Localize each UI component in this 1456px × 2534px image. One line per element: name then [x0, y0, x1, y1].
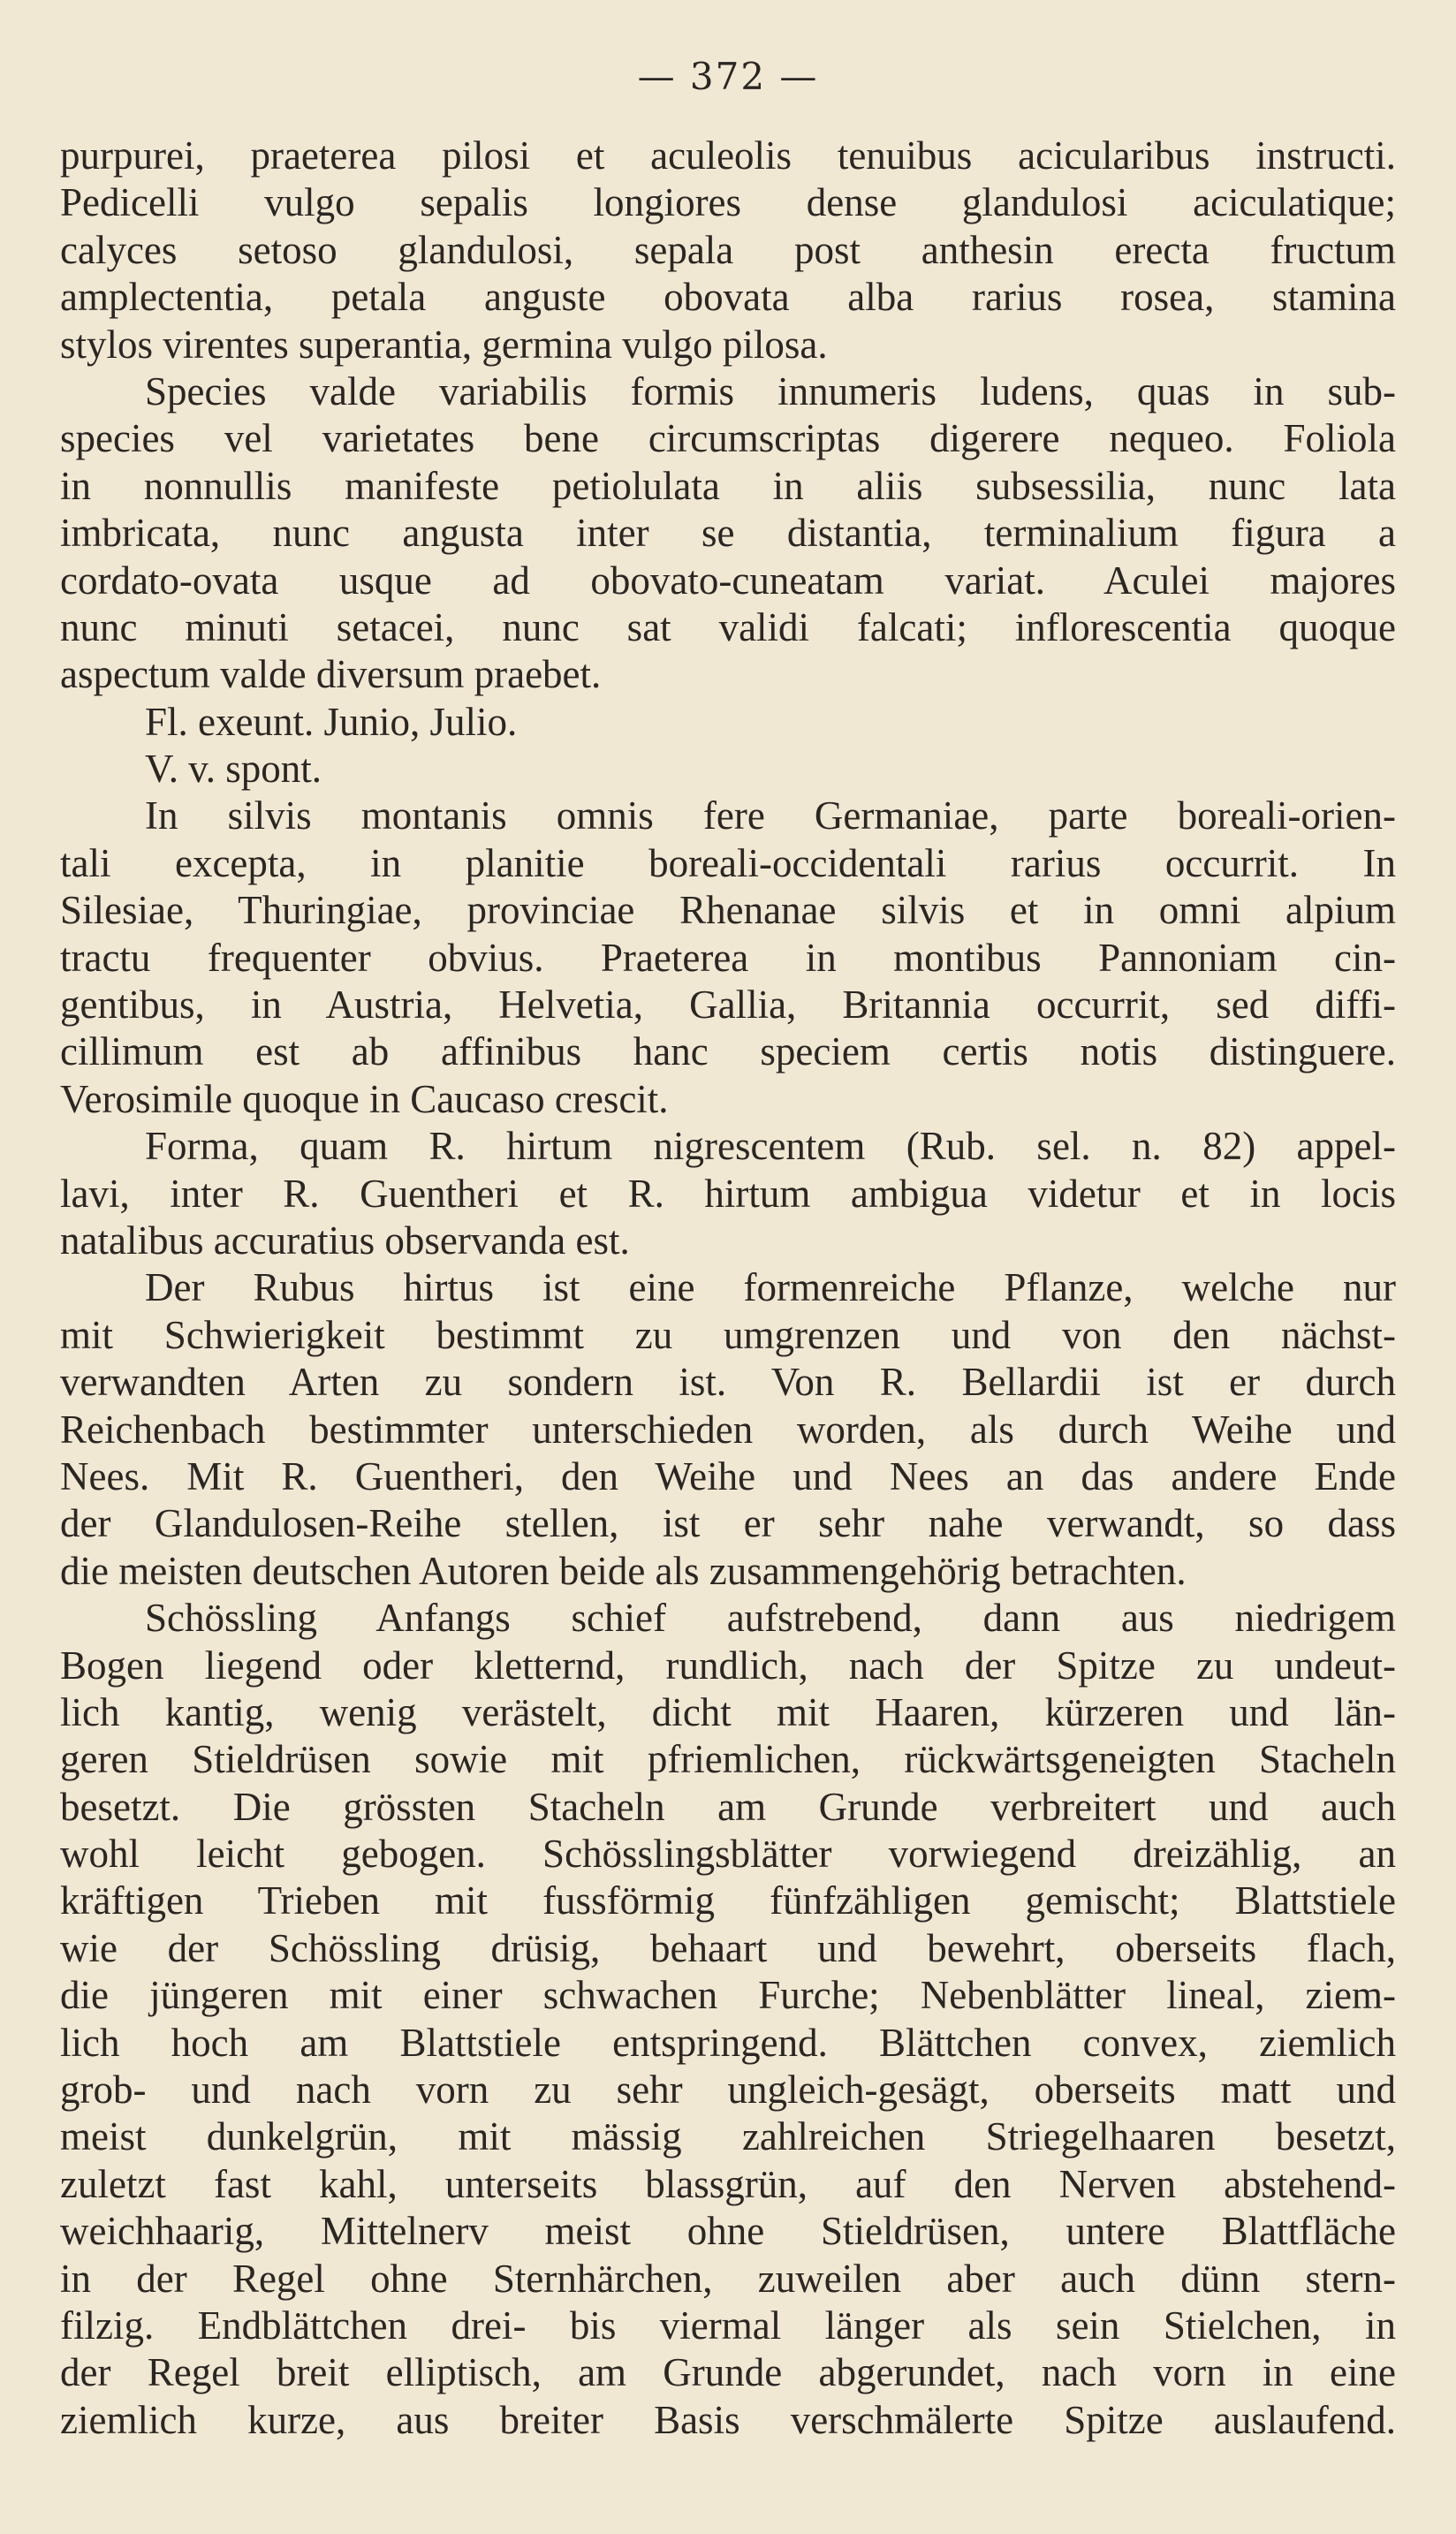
- text-line: nunc minuti setacei, nunc sat validi falcati; inflorescentia quoque: [60, 604, 1396, 649]
- text-line: lich kantig, wenig verästelt, dicht mit Haaren, kürzeren und län-: [60, 1689, 1396, 1734]
- text-line: V. v. spont.: [145, 747, 322, 792]
- text-line: wie der Schössling drüsig, behaart und bewehrt, oberseits flach,: [60, 1925, 1396, 1970]
- text-line: filzig. Endblättchen drei- bis viermal länger als sein Stielchen, in: [60, 2303, 1396, 2348]
- text-line: lich hoch am Blattstiele entspringend. Blättchen convex, ziemlich: [60, 2020, 1396, 2065]
- text-line: Fl. exeunt. Junio, Julio.: [145, 699, 518, 744]
- text-line: tali excepta, in planitie boreali-occidentali rarius occurrit. In: [60, 840, 1396, 885]
- page-number: — 372 —: [637, 55, 819, 98]
- text-line: der Regel breit elliptisch, am Grunde abgerundet, nach vorn in eine: [60, 2350, 1396, 2395]
- text-line: grob- und nach vorn zu sehr ungleich-gesägt, oberseits matt und: [60, 2067, 1396, 2113]
- text-line: tractu frequenter obvius. Praeterea in montibus Pannoniam cin-: [60, 935, 1396, 980]
- text-line: cillimum est ab affinibus hanc speciem certis notis distinguere.: [60, 1029, 1396, 1074]
- text-line: Silesiae, Thuringiae, provinciae Rhenanae silvis et in omni alpium: [60, 888, 1396, 933]
- text-line: aspectum valde diversum praebet.: [60, 652, 602, 697]
- text-line: Pedicelli vulgo sepalis longiores dense glandulosi aciculatique;: [60, 180, 1396, 225]
- text-line: Schössling Anfangs schief aufstrebend, dann aus niedrigem: [145, 1596, 1396, 1641]
- text-line: in nonnullis manifeste petiolulata in aliis subsessilia, nunc lata: [60, 463, 1396, 508]
- text-line: weichhaarig, Mittelnerv meist ohne Stieldrüsen, untere Blattfläche: [60, 2209, 1396, 2254]
- text-line: Der Rubus hirtus ist eine formenreiche Pflanze, welche nur: [145, 1265, 1396, 1310]
- text-line: Forma, quam R. hirtum nigrescentem (Rub. sel. n. 82) appel-: [145, 1124, 1396, 1169]
- text-line: calyces setoso glandulosi, sepala post anthesin erecta fructum: [60, 227, 1396, 272]
- text-line: stylos virentes superantia, germina vulgo pilosa.: [60, 322, 828, 367]
- text-line: Verosimile quoque in Caucaso crescit.: [60, 1076, 669, 1121]
- text-line: gentibus, in Austria, Helvetia, Gallia, Britannia occurrit, sed diffi-: [60, 982, 1396, 1028]
- text-line: der Glandulosen-Reihe stellen, ist er sehr nahe verwandt, so dass: [60, 1501, 1396, 1546]
- text-line: In silvis montanis omnis fere Germaniae, parte boreali-orien-: [145, 793, 1396, 838]
- text-line: Bogen liegend oder kletternd, rundlich, nach der Spitze zu undeut-: [60, 1643, 1396, 1688]
- text-line: lavi, inter R. Guentheri et R. hirtum ambigua videtur et in locis: [60, 1171, 1396, 1216]
- text-line: Nees. Mit R. Guentheri, den Weihe und Nees an das andere Ende: [60, 1453, 1396, 1498]
- text-line: meist dunkelgrün, mit mässig zahlreichen Striegelhaaren besetzt,: [60, 2114, 1396, 2159]
- text-line: cordato-ovata usque ad obovato-cuneatam variat. Aculei majores: [60, 558, 1396, 603]
- text-line: in der Regel ohne Sternhärchen, zuweilen aber auch dünn stern-: [60, 2256, 1396, 2301]
- text-line: besetzt. Die grössten Stacheln am Grunde verbreitert und auch: [60, 1784, 1396, 1829]
- text-line: purpurei, praeterea pilosi et aculeolis tenuibus acicularibus instructi.: [60, 133, 1396, 178]
- text-line: imbricata, nunc angusta inter se distantia, terminalium figura a: [60, 511, 1396, 556]
- text-line: species vel varietates bene circumscriptas digerere nequeo. Foliola: [60, 416, 1396, 461]
- text-line: mit Schwierigkeit bestimmt zu umgrenzen und von den nächst-: [60, 1312, 1396, 1357]
- text-line: wohl leicht gebogen. Schösslingsblätter vorwiegend dreizählig, an: [60, 1832, 1396, 1877]
- text-line: zuletzt fast kahl, unterseits blassgrün, auf den Nerven abstehend-: [60, 2161, 1396, 2206]
- text-line: die jüngeren mit einer schwachen Furche; Nebenblätter lineal, ziem-: [60, 1973, 1396, 2018]
- text-line: Reichenbach bestimmter unterschieden worden, als durch Weihe und: [60, 1407, 1396, 1452]
- text-line: ziemlich kurze, aus breiter Basis verschmälerte Spitze auslaufend.: [60, 2397, 1396, 2442]
- body-text: [60, 133, 1396, 2444]
- text-line: amplectentia, petala anguste obovata alba rarius rosea, stamina: [60, 275, 1396, 320]
- text-line: Species valde variabilis formis innumeris ludens, quas in sub-: [145, 368, 1396, 413]
- text-line: kräftigen Trieben mit fussförmig fünfzähligen gemischt; Blattstiele: [60, 1878, 1396, 1923]
- text-line: natalibus accuratius observanda est.: [60, 1218, 630, 1263]
- text-line: verwandten Arten zu sondern ist. Von R. Bellardii ist er durch: [60, 1360, 1396, 1405]
- text-line: die meisten deutschen Autoren beide als zusammengehörig betrachten.: [60, 1548, 1187, 1593]
- text-line: geren Stieldrüsen sowie mit pfriemlichen, rückwärtsgeneigten Stacheln: [60, 1737, 1396, 1782]
